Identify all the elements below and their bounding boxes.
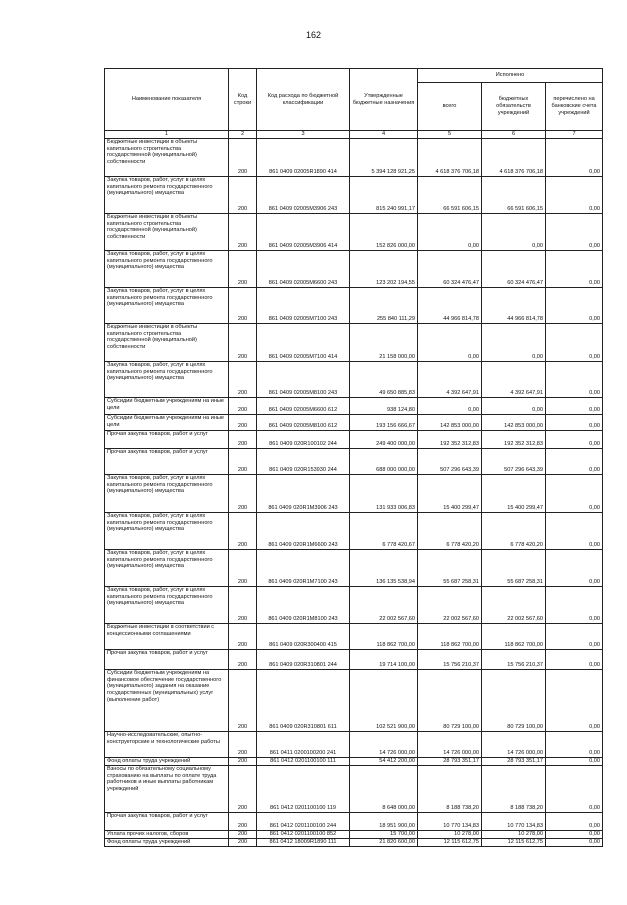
row-approved: 54 412 200,00 xyxy=(350,758,418,766)
row-executed-total: 0,00 xyxy=(418,398,482,415)
row-name: Закупка товаров, работ, услуг в целях капитального ремонта государственного (муниципального) имущества xyxy=(105,475,229,513)
row-line-code: 200 xyxy=(229,475,257,513)
table-row xyxy=(105,758,603,766)
row-budget-code: 861 0412 0201100100 119 xyxy=(257,766,350,813)
row-line-code: 200 xyxy=(229,177,257,214)
table-row xyxy=(105,177,603,214)
column-number: 4 xyxy=(350,131,418,139)
row-name: Прочая закупка товаров, работ и услуг xyxy=(105,650,229,670)
row-budget-code: 861 0409 020R1M7100 243 xyxy=(257,550,350,587)
row-name: Закупка товаров, работ, услуг в целях капитального ремонта государственного (муниципального) имущества xyxy=(105,288,229,324)
row-approved: 22 002 567,60 xyxy=(350,587,418,624)
row-budget-code: 861 0409 02005M3906 243 xyxy=(257,177,350,214)
row-approved: 21 820 600,00 xyxy=(350,839,418,847)
row-name: Бюджетные инвестиции в объекты капитального строительства государственной (муниципальной) собственности xyxy=(105,214,229,251)
row-executed-institutions: 0,00 xyxy=(482,324,546,362)
row-executed-total: 22 002 567,60 xyxy=(418,587,482,624)
row-name: Субсидии бюджетным учреждениям на иные цели xyxy=(105,398,229,415)
table-row xyxy=(105,288,603,324)
row-approved: 123 202 194,55 xyxy=(350,251,418,288)
row-line-code: 200 xyxy=(229,251,257,288)
row-executed-institutions: 10 278,00 xyxy=(482,831,546,839)
table-row xyxy=(105,839,603,847)
row-executed-institutions: 0,00 xyxy=(482,214,546,251)
row-executed-institutions: 28 793 351,17 xyxy=(482,758,546,766)
row-approved: 21 158 000,00 xyxy=(350,324,418,362)
row-budget-code: 861 0409 02005M7100 243 xyxy=(257,288,350,324)
row-executed-transferred: 0,00 xyxy=(546,732,603,758)
row-approved: 136 135 538,94 xyxy=(350,550,418,587)
table-row xyxy=(105,415,603,431)
page-number: 162 xyxy=(305,30,322,40)
row-name: Прочая закупка товаров, работ и услуг xyxy=(105,813,229,831)
row-approved: 131 933 006,83 xyxy=(350,475,418,513)
row-executed-transferred: 0,00 xyxy=(546,415,603,431)
row-executed-total: 507 296 643,39 xyxy=(418,449,482,475)
header-approved: Утвержденные бюджетные назначения xyxy=(350,69,418,131)
row-executed-institutions: 0,00 xyxy=(482,398,546,415)
row-executed-total: 12 115 612,75 xyxy=(418,839,482,847)
row-executed-transferred: 0,00 xyxy=(546,431,603,449)
row-name: Закупка товаров, работ, услуг в целях капитального ремонта государственного (муниципального) имущества xyxy=(105,587,229,624)
row-approved: 152 826 000,00 xyxy=(350,214,418,251)
row-executed-transferred: 0,00 xyxy=(546,587,603,624)
table-row xyxy=(105,362,603,398)
table-row xyxy=(105,587,603,624)
row-line-code: 200 xyxy=(229,813,257,831)
table-row xyxy=(105,431,603,449)
row-executed-total: 6 778 420,20 xyxy=(418,513,482,550)
row-approved: 49 650 885,83 xyxy=(350,362,418,398)
row-approved: 15 700,00 xyxy=(350,831,418,839)
row-budget-code: 861 0412 0201100100 111 xyxy=(257,758,350,766)
row-budget-code: 861 0409 02005M7100 414 xyxy=(257,324,350,362)
row-executed-transferred: 0,00 xyxy=(546,214,603,251)
column-number: 5 xyxy=(418,131,482,139)
row-approved: 815 240 991,17 xyxy=(350,177,418,214)
row-approved: 19 714 100,00 xyxy=(350,650,418,670)
row-executed-institutions: 15 756 210,37 xyxy=(482,650,546,670)
row-executed-total: 192 352 312,83 xyxy=(418,431,482,449)
row-executed-transferred: 0,00 xyxy=(546,813,603,831)
row-name: Бюджетные инвестиции в объекты капитального строительства государственной (муниципальной) собственности xyxy=(105,324,229,362)
table-row xyxy=(105,766,603,813)
row-budget-code: 861 0409 02005M6600 243 xyxy=(257,251,350,288)
row-approved: 688 000 000,00 xyxy=(350,449,418,475)
row-budget-code: 861 0412 0201100100 852 xyxy=(257,831,350,839)
budget-execution-table xyxy=(104,68,603,847)
row-line-code: 200 xyxy=(229,650,257,670)
row-executed-total: 80 729 100,00 xyxy=(418,670,482,732)
row-name: Прочая закупка товаров, работ и услуг xyxy=(105,431,229,449)
row-executed-transferred: 0,00 xyxy=(546,831,603,839)
row-executed-total: 14 726 000,00 xyxy=(418,732,482,758)
row-executed-transferred: 0,00 xyxy=(546,766,603,813)
row-budget-code: 861 0409 020R1M3906 243 xyxy=(257,475,350,513)
row-budget-code: 861 0409 020R1M8100 243 xyxy=(257,587,350,624)
row-line-code: 200 xyxy=(229,513,257,550)
row-executed-institutions: 80 729 100,00 xyxy=(482,670,546,732)
row-executed-transferred: 0,00 xyxy=(546,513,603,550)
table-row xyxy=(105,650,603,670)
row-executed-institutions: 118 862 700,00 xyxy=(482,624,546,650)
row-name: Закупка товаров, работ, услуг в целях капитального ремонта государственного (муниципального) имущества xyxy=(105,251,229,288)
row-executed-institutions: 192 352 312,83 xyxy=(482,431,546,449)
row-budget-code: 861 0409 020R310801 611 xyxy=(257,670,350,732)
table-row xyxy=(105,513,603,550)
row-line-code: 200 xyxy=(229,214,257,251)
row-budget-code: 861 0409 020R1M6600 243 xyxy=(257,513,350,550)
row-executed-institutions: 44 966 814,78 xyxy=(482,288,546,324)
row-name: Фонд оплаты труда учреждений xyxy=(105,839,229,847)
row-budget-code: 861 0409 02005M8100 243 xyxy=(257,362,350,398)
row-executed-transferred: 0,00 xyxy=(546,839,603,847)
row-executed-transferred: 0,00 xyxy=(546,449,603,475)
row-budget-code: 861 0409 020R100102 244 xyxy=(257,431,350,449)
column-number: 1 xyxy=(105,131,229,139)
row-approved: 938 124,80 xyxy=(350,398,418,415)
table-row xyxy=(105,831,603,839)
row-executed-transferred: 0,00 xyxy=(546,670,603,732)
column-number: 2 xyxy=(229,131,257,139)
header-line-code: Код строки xyxy=(229,69,257,131)
row-executed-transferred: 0,00 xyxy=(546,758,603,766)
row-executed-institutions: 22 002 567,60 xyxy=(482,587,546,624)
row-line-code: 200 xyxy=(229,288,257,324)
row-approved: 255 840 111,29 xyxy=(350,288,418,324)
column-number-row xyxy=(105,131,603,139)
table-row xyxy=(105,214,603,251)
header-executed-institutions: бюджетных обязательств учреждений xyxy=(482,83,546,131)
row-executed-institutions: 507 296 643,39 xyxy=(482,449,546,475)
row-executed-institutions: 15 400 299,47 xyxy=(482,475,546,513)
row-name: Уплата прочих налогов, сборов xyxy=(105,831,229,839)
row-name: Бюджетные инвестиции в объекты капитального строительства государственной (муниципальной) собственности xyxy=(105,139,229,177)
table-row xyxy=(105,324,603,362)
row-executed-total: 15 756 210,37 xyxy=(418,650,482,670)
row-line-code: 200 xyxy=(229,839,257,847)
row-executed-transferred: 0,00 xyxy=(546,251,603,288)
row-line-code: 200 xyxy=(229,758,257,766)
row-line-code: 200 xyxy=(229,670,257,732)
row-line-code: 200 xyxy=(229,587,257,624)
row-name: Закупка товаров, работ, услуг в целях капитального ремонта государственного (муниципального) имущества xyxy=(105,177,229,214)
table-row xyxy=(105,251,603,288)
row-approved: 5 394 128 921,25 xyxy=(350,139,418,177)
row-budget-code: 861 0409 02005M8100 612 xyxy=(257,415,350,431)
row-name: Закупка товаров, работ, услуг в целях капитального ремонта государственного (муниципального) имущества xyxy=(105,362,229,398)
row-budget-code: 861 0412 0201100100 244 xyxy=(257,813,350,831)
table-row xyxy=(105,670,603,732)
row-budget-code: 861 0411 0200100200 241 xyxy=(257,732,350,758)
row-executed-total: 8 188 738,20 xyxy=(418,766,482,813)
row-line-code: 200 xyxy=(229,766,257,813)
row-line-code: 200 xyxy=(229,398,257,415)
row-executed-total: 0,00 xyxy=(418,214,482,251)
header-executed: Исполнено xyxy=(418,69,603,83)
row-name: Бюджетные инвестиции в соответствии с концессионными соглашениями xyxy=(105,624,229,650)
table-row xyxy=(105,139,603,177)
row-budget-code: 861 0409 020R310801 244 xyxy=(257,650,350,670)
row-budget-code: 861 0409 020R300400 415 xyxy=(257,624,350,650)
row-name: Закупка товаров, работ, услуг в целях капитального ремонта государственного (муниципального) имущества xyxy=(105,513,229,550)
table-row xyxy=(105,449,603,475)
row-executed-institutions: 14 726 000,00 xyxy=(482,732,546,758)
row-line-code: 200 xyxy=(229,415,257,431)
row-executed-institutions: 12 115 612,75 xyxy=(482,839,546,847)
row-executed-total: 15 400 299,47 xyxy=(418,475,482,513)
row-executed-total: 10 770 134,83 xyxy=(418,813,482,831)
row-executed-transferred: 0,00 xyxy=(546,177,603,214)
row-executed-total: 55 687 258,31 xyxy=(418,550,482,587)
row-executed-institutions: 60 324 476,47 xyxy=(482,251,546,288)
row-name: Фонд оплаты труда учреждений xyxy=(105,758,229,766)
table-row xyxy=(105,732,603,758)
row-line-code: 200 xyxy=(229,624,257,650)
row-executed-institutions: 8 188 738,20 xyxy=(482,766,546,813)
column-number: 3 xyxy=(257,131,350,139)
row-line-code: 200 xyxy=(229,831,257,839)
row-budget-code: 861 0409 02005R1890 414 xyxy=(257,139,350,177)
row-executed-total: 44 966 814,78 xyxy=(418,288,482,324)
row-name: Взносы по обязательному социальному страхованию на выплаты по оплате труда работников и иные выплаты работникам учреждений xyxy=(105,766,229,813)
row-line-code: 200 xyxy=(229,732,257,758)
row-executed-transferred: 0,00 xyxy=(546,362,603,398)
row-executed-institutions: 4 618 376 706,18 xyxy=(482,139,546,177)
row-budget-code: 861 0409 02005M3906 414 xyxy=(257,214,350,251)
row-name: Субсидии бюджетным учреждениям на финансовое обеспечение государственного (муниципального) задания на оказание государственных (муниципальных) услуг (выполнение работ) xyxy=(105,670,229,732)
row-approved: 193 156 666,67 xyxy=(350,415,418,431)
row-approved: 249 400 000,00 xyxy=(350,431,418,449)
row-budget-code: 861 0412 18009R1890 111 xyxy=(257,839,350,847)
row-executed-institutions: 4 392 647,91 xyxy=(482,362,546,398)
row-executed-total: 4 618 376 706,18 xyxy=(418,139,482,177)
row-executed-total: 66 591 606,15 xyxy=(418,177,482,214)
header-budget-code: Код расхода по бюджетной классификации xyxy=(257,69,350,131)
header-executed-total: всего xyxy=(418,83,482,131)
row-name: Субсидии бюджетным учреждениям на иные цели xyxy=(105,415,229,431)
row-executed-total: 4 392 647,91 xyxy=(418,362,482,398)
table-row xyxy=(105,813,603,831)
header-executed-transferred: перечислено на банковские счета учреждений xyxy=(546,83,603,131)
row-approved: 6 778 420,67 xyxy=(350,513,418,550)
row-line-code: 200 xyxy=(229,324,257,362)
row-executed-transferred: 0,00 xyxy=(546,398,603,415)
table-row xyxy=(105,624,603,650)
row-name: Научно-исследовательские, опытно-конструкторские и технологические работы xyxy=(105,732,229,758)
header-name: Наименование показателя xyxy=(105,69,229,131)
row-approved: 14 726 000,00 xyxy=(350,732,418,758)
row-approved: 102 521 900,00 xyxy=(350,670,418,732)
row-executed-transferred: 0,00 xyxy=(546,650,603,670)
row-line-code: 200 xyxy=(229,139,257,177)
row-executed-transferred: 0,00 xyxy=(546,550,603,587)
row-executed-transferred: 0,00 xyxy=(546,475,603,513)
row-executed-transferred: 0,00 xyxy=(546,324,603,362)
row-executed-transferred: 0,00 xyxy=(546,139,603,177)
row-line-code: 200 xyxy=(229,362,257,398)
row-approved: 8 648 000,00 xyxy=(350,766,418,813)
row-executed-institutions: 66 591 606,15 xyxy=(482,177,546,214)
row-executed-transferred: 0,00 xyxy=(546,624,603,650)
row-approved: 118 862 700,00 xyxy=(350,624,418,650)
row-executed-total: 60 324 476,47 xyxy=(418,251,482,288)
row-executed-total: 142 853 000,00 xyxy=(418,415,482,431)
row-executed-institutions: 142 853 000,00 xyxy=(482,415,546,431)
row-executed-total: 118 862 700,00 xyxy=(418,624,482,650)
table-row xyxy=(105,550,603,587)
row-name: Прочая закупка товаров, работ и услуг xyxy=(105,449,229,475)
row-name: Закупка товаров, работ, услуг в целях капитального ремонта государственного (муниципального) имущества xyxy=(105,550,229,587)
row-executed-total: 28 793 351,17 xyxy=(418,758,482,766)
row-executed-total: 0,00 xyxy=(418,324,482,362)
row-executed-total: 10 278,00 xyxy=(418,831,482,839)
row-executed-institutions: 6 778 420,20 xyxy=(482,513,546,550)
row-executed-institutions: 10 770 134,83 xyxy=(482,813,546,831)
column-number: 6 xyxy=(482,131,546,139)
row-approved: 18 951 900,00 xyxy=(350,813,418,831)
row-executed-institutions: 55 687 258,31 xyxy=(482,550,546,587)
row-budget-code: 861 0409 020R153930 244 xyxy=(257,449,350,475)
row-executed-transferred: 0,00 xyxy=(546,288,603,324)
row-line-code: 200 xyxy=(229,431,257,449)
table-row xyxy=(105,475,603,513)
row-budget-code: 861 0409 02005M6600 612 xyxy=(257,398,350,415)
row-line-code: 200 xyxy=(229,550,257,587)
row-line-code: 200 xyxy=(229,449,257,475)
column-number: 7 xyxy=(546,131,603,139)
table-row xyxy=(105,398,603,415)
